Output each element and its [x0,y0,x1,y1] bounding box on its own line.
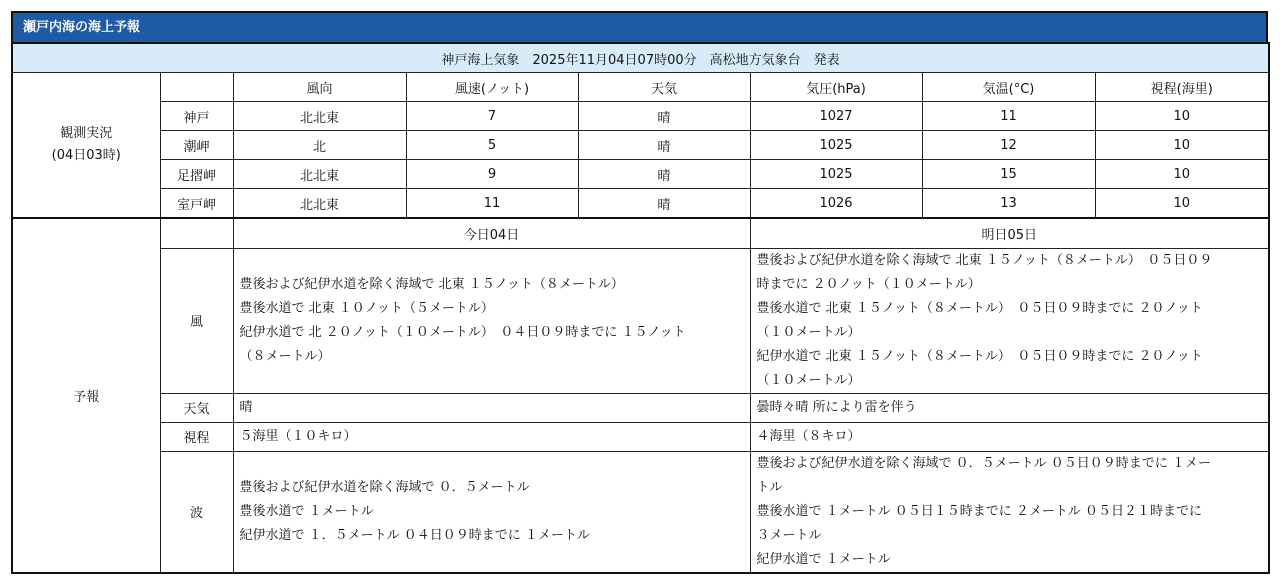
weather-forecast-day1: 晴 [233,393,750,422]
visibility-forecast-day1: ５海里（１０キロ） [233,422,750,451]
visibility-forecast-day2: ４海里（８キロ） [750,422,1269,451]
temp-cell: 15 [922,160,1095,189]
wave-forecast-day2: 豊後および紀伊水道を除く海域で ０．５メートル ０５日０９時までに １メー トル 豊後水道で １メートル ０５日１５時までに ２メートル ０５日２１時までに ３メートル 紀伊水道で １メートル [750,451,1269,573]
pressure-cell: 1025 [750,160,922,189]
forecast-header-blank [160,218,233,248]
weather-cell: 晴 [578,160,750,189]
table-row [12,189,1269,219]
forecast-day2-header: 明日05日 [750,218,1269,248]
weather-row-label: 天気 [160,393,233,422]
station-header-blank [160,73,233,102]
weather-cell: 晴 [578,189,750,219]
station-name: 潮岬 [160,131,233,160]
station-name: 神戸 [160,102,233,131]
wind-dir-cell: 北北東 [233,102,406,131]
pressure-cell: 1027 [750,102,922,131]
header-pressure: 気圧(hPa) [750,73,922,102]
forecast-day1-header: 今日04日 [233,218,750,248]
visibility-cell: 10 [1095,189,1269,219]
observation-label: 観測実況 (04日03時) [12,73,160,219]
header-wind-dir: 風向 [233,73,406,102]
wind-forecast-day2: 豊後および紀伊水道を除く海域で 北東 １５ノット（８メートル） ０５日０９ 時までに ２０ノット（１０メートル） 豊後水道で 北東 １５ノット（８メートル） ０５日０９時までに ２０ノット （１０メートル） 紀伊水道で 北東 １５ノット（８メートル） ０５日０９時までに ２０ノット （１０メートル） [750,248,1269,393]
wind-dir-cell: 北北東 [233,160,406,189]
wind-dir-cell: 北北東 [233,189,406,219]
visibility-cell: 10 [1095,160,1269,189]
issued-header: 神戸海上気象 2025年11月04日07時00分 高松地方気象台 発表 [12,43,1269,73]
station-name: 足摺岬 [160,160,233,189]
table-row [12,160,1269,189]
visibility-cell: 10 [1095,131,1269,160]
weather-forecast-day2: 曇時々晴 所により雷を伴う [750,393,1269,422]
wind-speed-cell: 11 [406,189,578,219]
pressure-cell: 1025 [750,131,922,160]
table-row [12,131,1269,160]
wind-speed-cell: 9 [406,160,578,189]
visibility-row-label: 視程 [160,422,233,451]
forecast-panel [11,11,1268,574]
header-visibility: 視程(海里) [1095,73,1269,102]
wave-forecast-day1: 豊後および紀伊水道を除く海域で ０．５メートル 豊後水道で １メートル 紀伊水道で １．５メートル ０４日０９時までに １メートル [233,451,750,573]
wind-dir-cell: 北 [233,131,406,160]
temp-cell: 13 [922,189,1095,219]
station-name: 室戸岬 [160,189,233,219]
forecast-table [11,42,1270,574]
temp-cell: 12 [922,131,1095,160]
pressure-cell: 1026 [750,189,922,219]
temp-cell: 11 [922,102,1095,131]
header-wind-speed: 風速(ノット) [406,73,578,102]
header-temp: 気温(°C) [922,73,1095,102]
wave-row-label: 波 [160,451,233,573]
forecast-label: 予報 [12,218,160,573]
panel-title: 瀬戸内海の海上予報 [11,11,1268,42]
header-weather: 天気 [578,73,750,102]
wind-speed-cell: 7 [406,102,578,131]
wind-forecast-day1: 豊後および紀伊水道を除く海域で 北東 １５ノット（８メートル） 豊後水道で 北東 １０ノット（５メートル） 紀伊水道で 北 ２０ノット（１０メートル） ０４日０９時までに １５ノット （８メートル） [233,248,750,393]
visibility-cell: 10 [1095,102,1269,131]
weather-cell: 晴 [578,102,750,131]
wind-speed-cell: 5 [406,131,578,160]
table-row [12,102,1269,131]
wind-row-label: 風 [160,248,233,393]
weather-cell: 晴 [578,131,750,160]
